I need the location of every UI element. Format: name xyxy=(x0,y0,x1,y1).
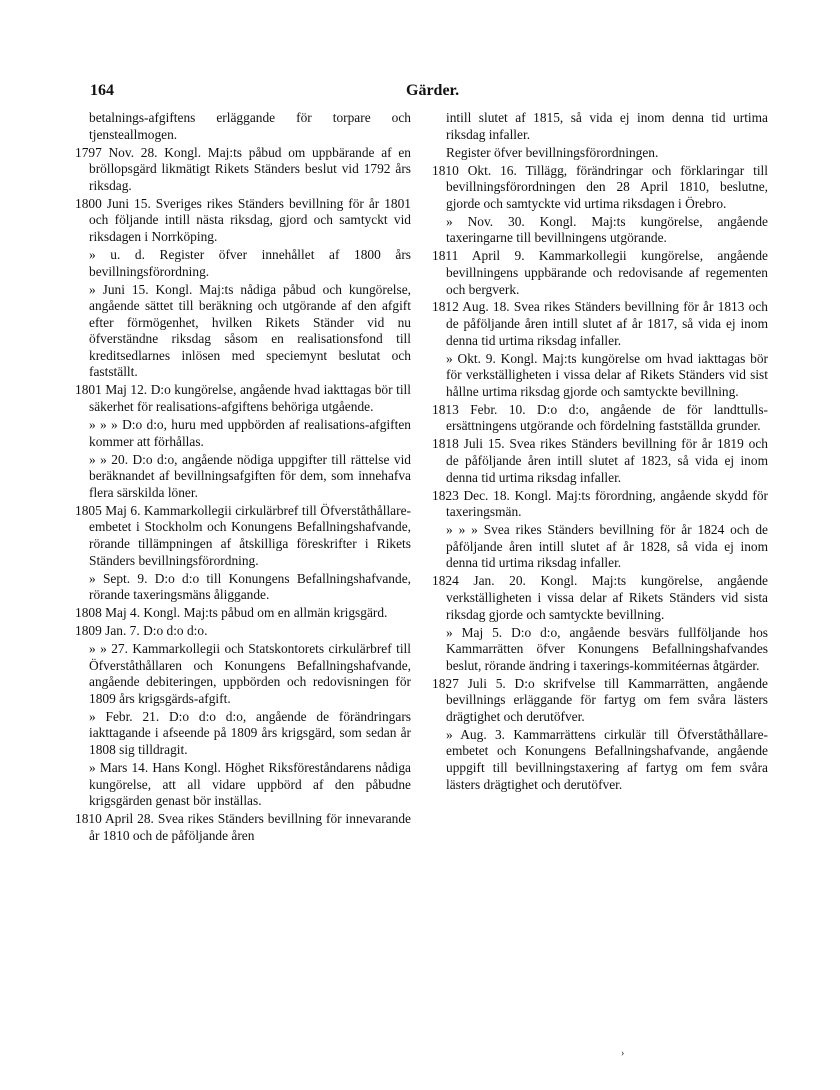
entry: 1811 April 9. Kammarkollegii kungörelse, angående bevillningens uppbärande och redovisande af regementen och bergverk. xyxy=(432,248,768,297)
entry: 1801 Maj 12. D:o kungörelse, angående hvad iakttagas bör till säkerhet för realisations-afgiftens behöriga utgående. xyxy=(75,382,411,415)
entry: betalnings-afgiftens erläggande för torpare och tjensteallmogen. xyxy=(89,110,411,142)
footer-mark: › xyxy=(621,1048,625,1059)
entry: » Maj 5. D:o d:o, angående besvärs fullföljande hos Kammarrätten öfver Konungens Befallningshafvandes beslut, rörande ändring i taxerings-kommitéernas åtgärder. xyxy=(446,624,768,673)
entry: 1797 Nov. 28. Kongl. Maj:ts påbud om uppbärande af en bröllopsgärd likmätigt Rikets Ständers beslut vid 1792 års riksdag. xyxy=(75,144,411,193)
entry: » Aug. 3. Kammarrättens cirkulär till Öfverståthållare-embetet och Konungens Befallningshafvande, angående uppgift till bevillningstaxering af fartyg om fem svåra lästers drägtighet och derutöfver. xyxy=(446,726,768,792)
left-column xyxy=(75,110,411,846)
entry: » Juni 15. Kongl. Maj:ts nådiga påbud och kungörelse, angående sättet till beräkning och utgörande af den afgift efter förmögenhet, hvilken Rikets Ständer vid nu öfverständne riksdag såsom en realisationsfond till kreditsedlarnes inlösen med speciemynt beslutat och fastställt. xyxy=(89,281,411,380)
right-column xyxy=(432,110,768,795)
entry: 1823 Dec. 18. Kongl. Maj:ts förordning, angående skydd för taxeringsmän. xyxy=(432,487,768,520)
entry: 1827 Juli 5. D:o skrifvelse till Kammarrätten, angående bevillnings erläggande för fartyg om fem svåra lästers drägtighet och derutöfver. xyxy=(432,675,768,724)
entry: 1805 Maj 6. Kammarkollegii cirkulärbref till Öfverståthållare-embetet i Stockholm och Konungens Befallningshafvande, rörande tillämpningen af åtskilliga föreskrifter i Rikets Ständers bevillningsförordning. xyxy=(75,502,411,568)
entry: » Mars 14. Hans Kongl. Höghet Riksföreståndarens nådiga kungörelse, att all vidare uppbörd af den påbudne krigsgärden genast bör inställas. xyxy=(89,760,411,809)
entry: 1808 Maj 4. Kongl. Maj:ts påbud om en allmän krigsgärd. xyxy=(75,605,388,621)
entry: intill slutet af 1815, så vida ej inom denna tid urtima riksdag infaller. xyxy=(446,110,768,142)
entry: Register öfver bevillningsförordningen. xyxy=(446,144,659,160)
entry: 1818 Juli 15. Svea rikes Ständers bevillning för år 1819 och de påföljande åren intill slutet af 1823, så vida ej inom denna tid urtima riksdag infaller. xyxy=(432,436,768,485)
entry: » Okt. 9. Kongl. Maj:ts kungörelse om hvad iakttagas bör för verkställigheten i vissa delar af Rikets Ständers vid sist hållne urtima riksdag gjorde och samtyckte bevillning. xyxy=(446,350,768,399)
page-header xyxy=(90,82,758,104)
page-number: 164 xyxy=(90,82,114,99)
entry: » » » Svea rikes Ständers bevillning för år 1824 och de påföljande åren intill slutet af år 1828, så vida ej inom denna tid urtima riksdag infaller. xyxy=(446,522,768,571)
entry: » » 20. D:o d:o, angående nödiga uppgifter till rättelse vid beräknandet af bevillningsafgiften för dem, som innehafva flera särskilda löner. xyxy=(89,451,411,500)
entry: 1812 Aug. 18. Svea rikes Ständers bevillning för år 1813 och de påföljande åren intill slutet af år 1817, så vida ej inom denna tid urtima riksdag infaller. xyxy=(432,299,768,348)
entry: » » » D:o d:o, huru med uppbörden af realisations-afgiften kommer att förhållas. xyxy=(89,417,411,449)
entry: » Nov. 30. Kongl. Maj:ts kungörelse, angående taxeringarne till bevillningens utgörande. xyxy=(446,213,768,246)
entry: 1800 Juni 15. Sveriges rikes Ständers bevillning för år 1801 och följande intill nästa riksdag, gjord och samtyckt vid riksdagen i Norrköping. xyxy=(75,195,411,244)
entry: 1813 Febr. 10. D:o d:o, angående de för landttulls-ersättningens utgörande och fördelning fastställda grunder. xyxy=(432,401,768,434)
page-title: Gärder. xyxy=(406,82,460,99)
entry: 1809 Jan. 7. D:o d:o d:o. xyxy=(75,623,208,639)
entry: » » 27. Kammarkollegii och Statskontorets cirkulärbref till Öfverståthållaren och Konungens Befallningshafvande, angående debiteringen, uppbörden och redovisningen för 1809 års krigsgärds-afgift. xyxy=(89,641,411,706)
entry: 1810 Okt. 16. Tillägg, förändringar och förklaringar till bevillningsförordningen den 28 April 1810, beslutne, gjorde och samtyckte vid urtima riksdagen i Örebro. xyxy=(432,162,768,211)
entry: » Febr. 21. D:o d:o d:o, angående de förändringars iakttagande i afseende på 1809 års krigsgärd, som sedan år 1808 sig tilldragit. xyxy=(89,708,411,758)
entry: » u. d. Register öfver innehållet af 1800 års bevillningsförordning. xyxy=(89,246,411,279)
entry: » Sept. 9. D:o d:o till Konungens Befallningshafvande, rörande taxeringsmäns åliggande. xyxy=(89,570,411,603)
entry: 1810 April 28. Svea rikes Ständers bevillning för innevarande år 1810 och de påföljande åren xyxy=(75,811,411,843)
entry: 1824 Jan. 20. Kongl. Maj:ts kungörelse, angående verkställigheten i vissa delar af Rikets Ständers vid sista riksdag gjorde och samtyckte bevillning. xyxy=(432,573,768,622)
